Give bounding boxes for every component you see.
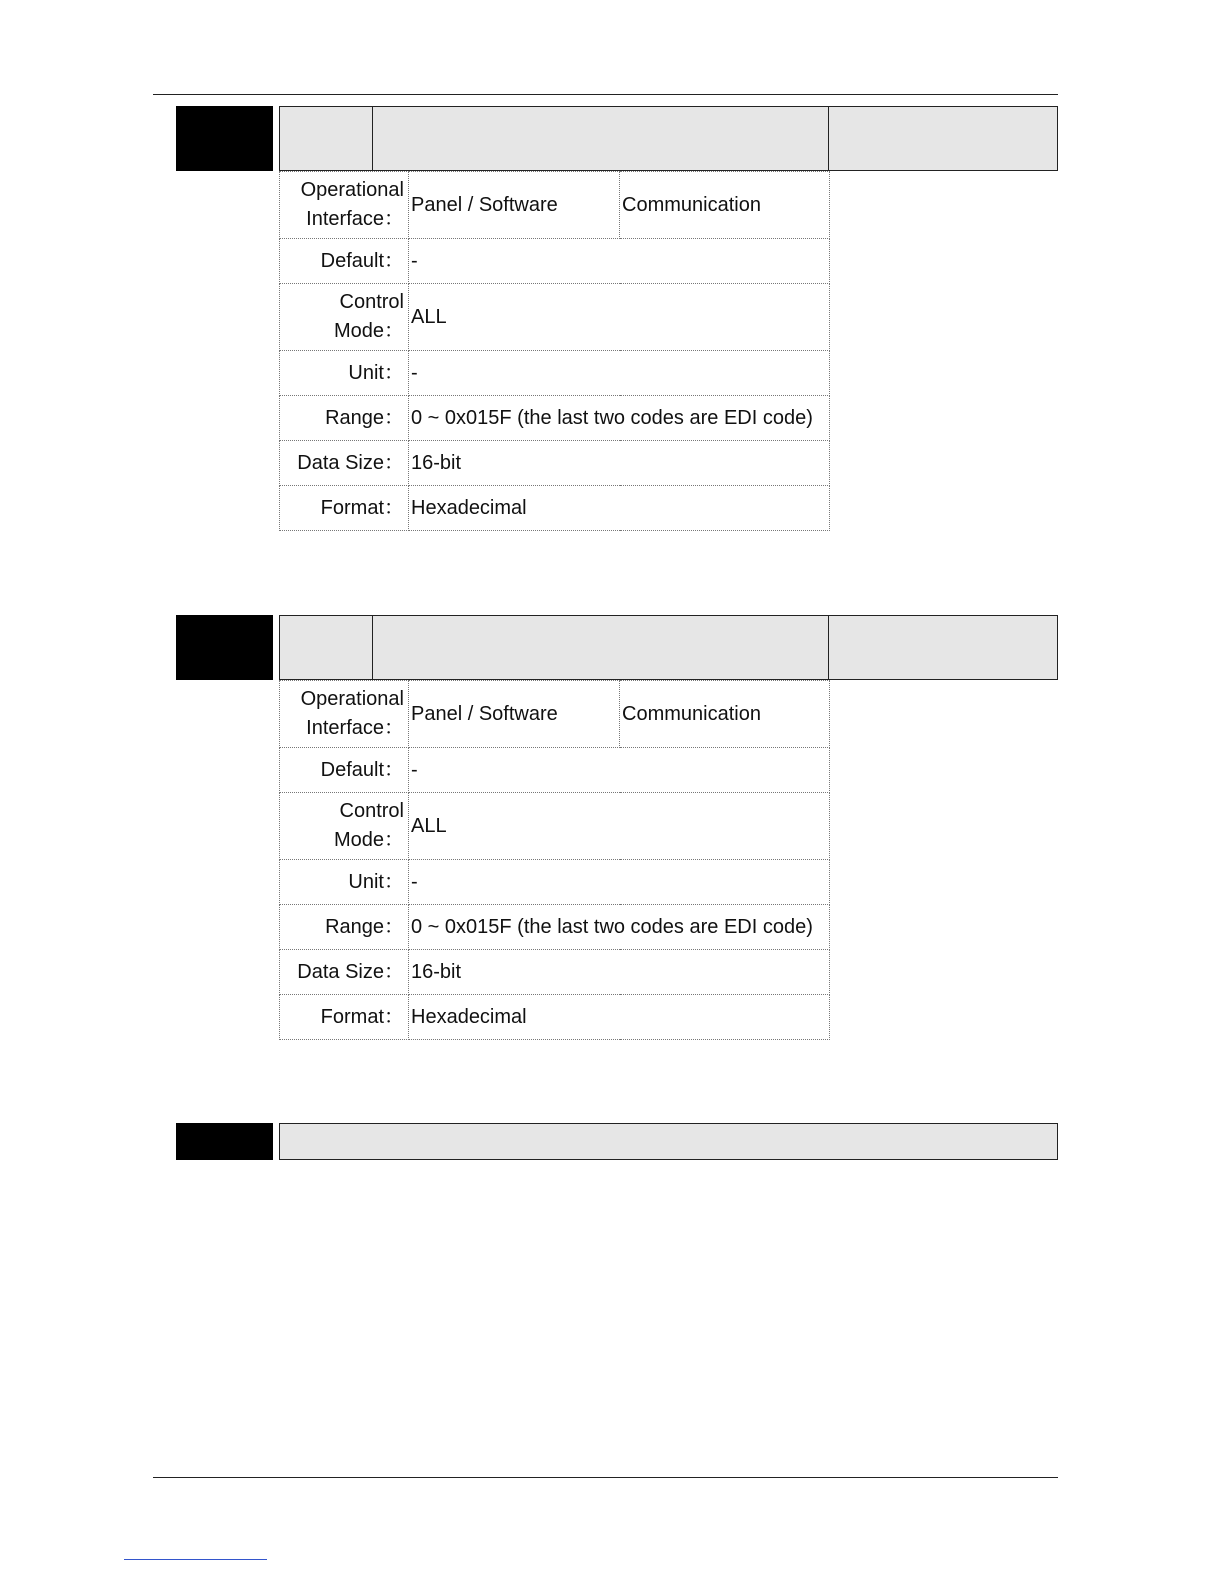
interface-panel-value: Panel / Software (409, 681, 620, 748)
section-header-bar (279, 1123, 1058, 1160)
param-1-header-address-cell (280, 107, 373, 170)
param-1-code-tab (176, 106, 273, 171)
default-label: Default： (280, 748, 409, 793)
param-2-header-bar (279, 615, 1058, 680)
default-label: Default： (280, 239, 409, 284)
data-size-value: 16-bit (409, 950, 830, 995)
unit-value: - (409, 351, 830, 396)
format-value: Hexadecimal (409, 486, 830, 531)
control-mode-label: Control Mode： (280, 284, 409, 351)
param-2-spec-table (279, 680, 830, 1040)
table-row (280, 284, 830, 351)
range-label: Range： (280, 396, 409, 441)
interface-comm-value: Communication (620, 681, 830, 748)
unit-label: Unit： (280, 351, 409, 396)
table-row (280, 681, 830, 748)
section-code-tab (176, 1123, 273, 1160)
table-row (280, 905, 830, 950)
param-1-spec-table (279, 171, 830, 531)
table-row (280, 351, 830, 396)
default-value: - (409, 239, 830, 284)
param-2-code-tab (176, 615, 273, 680)
table-row (280, 441, 830, 486)
control-mode-value: ALL (409, 793, 830, 860)
default-value: - (409, 748, 830, 793)
param-2-header-address-cell (280, 616, 373, 679)
format-label: Format： (280, 486, 409, 531)
unit-value: - (409, 860, 830, 905)
table-row (280, 793, 830, 860)
data-size-value: 16-bit (409, 441, 830, 486)
table-row (280, 172, 830, 239)
table-row (280, 239, 830, 284)
format-value: Hexadecimal (409, 995, 830, 1040)
interface-label: Operational Interface： (280, 681, 409, 748)
interface-label: Operational Interface： (280, 172, 409, 239)
data-size-label: Data Size： (280, 950, 409, 995)
param-2-header-name-cell (373, 616, 829, 679)
format-label: Format： (280, 995, 409, 1040)
footer-link-underline[interactable] (124, 1559, 267, 1560)
param-1-header-name-cell (373, 107, 829, 170)
unit-label: Unit： (280, 860, 409, 905)
range-value: 0 ~ 0x015F (the last two codes are EDI code) (409, 905, 830, 950)
interface-comm-value: Communication (620, 172, 830, 239)
table-row (280, 396, 830, 441)
table-row (280, 748, 830, 793)
control-mode-label: Control Mode： (280, 793, 409, 860)
control-mode-value: ALL (409, 284, 830, 351)
footer-rule (153, 1477, 1058, 1478)
range-value: 0 ~ 0x015F (the last two codes are EDI code) (409, 396, 830, 441)
data-size-label: Data Size： (280, 441, 409, 486)
param-1-header-bar (279, 106, 1058, 171)
table-row (280, 486, 830, 531)
table-row (280, 950, 830, 995)
range-label: Range： (280, 905, 409, 950)
table-row (280, 995, 830, 1040)
table-row (280, 860, 830, 905)
interface-panel-value: Panel / Software (409, 172, 620, 239)
header-rule (153, 94, 1058, 95)
